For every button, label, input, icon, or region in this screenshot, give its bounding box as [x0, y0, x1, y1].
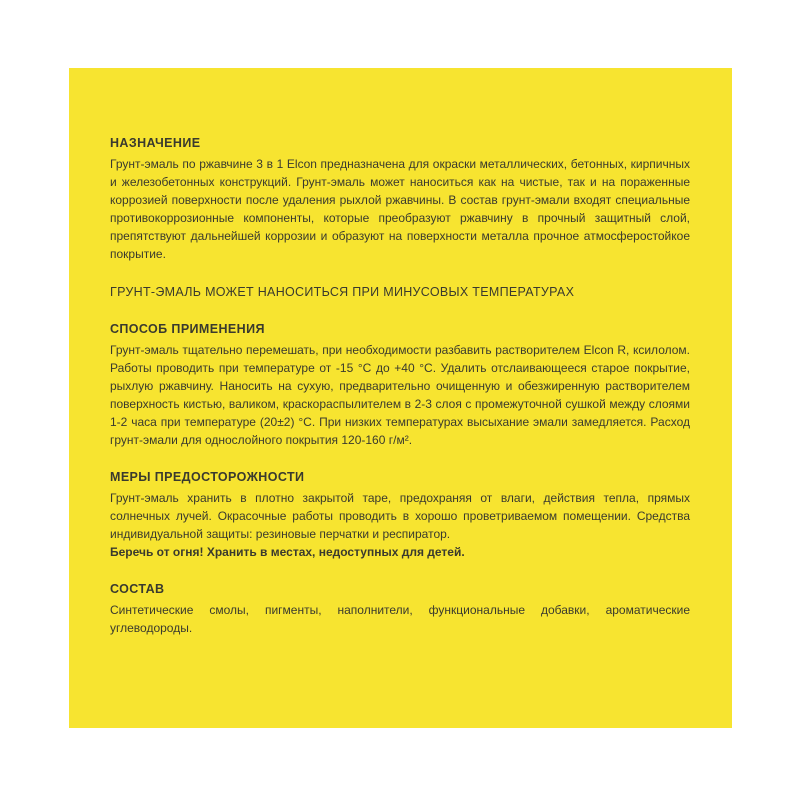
- section-application: [110, 320, 690, 449]
- section-title-purpose: НАЗНАЧЕНИЕ: [110, 136, 201, 150]
- section-title-precautions: МЕРЫ ПРЕДОСТОРОЖНОСТИ: [110, 470, 305, 484]
- precautions-text: Грунт-эмаль хранить в плотно закрытой таре, предохраняя от влаги, действия тепла, прямых солнечных лучей. Окрасочные работы проводить в хорошо проветриваемом помещении. Средства индивидуальной защиты: резиновые перчатки и респиратор.: [110, 491, 690, 541]
- section-composition: [110, 580, 690, 637]
- purpose-text: Грунт-эмаль по ржавчине 3 в 1 Elcon предназначена для окраски металлических, бетонных, кирпичных и железобетонных конструкций. Грунт-эмаль может наноситься как на чистые, так и на пораженные коррозией поверхности после удаления рыхлой ржавчины. В состав грунт-эмали входят специальные противокоррозионные компоненты, которые преобразуют ржавчину в прочный защитный слой, препятствуют дальнейшей коррозии и образуют на поверхности металла прочное атмосферостойкое покрытие.: [110, 157, 690, 261]
- section-precautions: [110, 468, 690, 561]
- temperature-notice: ГРУНТ-ЭМАЛЬ МОЖЕТ НАНОСИТЬСЯ ПРИ МИНУСОВЫХ ТЕМПЕРАТУРАХ: [110, 285, 575, 299]
- composition-text: Синтетические смолы, пигменты, наполнители, функциональные добавки, ароматические углеводороды.: [110, 603, 690, 635]
- precautions-warning: Беречь от огня! Хранить в местах, недоступных для детей.: [110, 545, 465, 559]
- application-text: Грунт-эмаль тщательно перемешать, при необходимости разбавить растворителем Elcon R, ксилолом. Работы проводить при температуре от -15 °С до +40 °С. Удалить отслаивающееся старое покрытие, рыхлую ржавчину. Наносить на сухую, предварительно очищенную и обезжиренную растворителем поверхность кистью, валиком, краскораспылителем в 2-3 слоя с промежуточной сушкой между слоями 1-2 часа при температуре (20±2) °С. При низких температурах высыхание эмали замедляется. Расход грунт-эмали для однослойного покрытия 120-160 г/м².: [110, 343, 690, 447]
- section-purpose: [110, 134, 690, 263]
- product-info-panel: [69, 68, 732, 728]
- section-title-application: СПОСОБ ПРИМЕНЕНИЯ: [110, 322, 265, 336]
- section-title-composition: СОСТАВ: [110, 582, 165, 596]
